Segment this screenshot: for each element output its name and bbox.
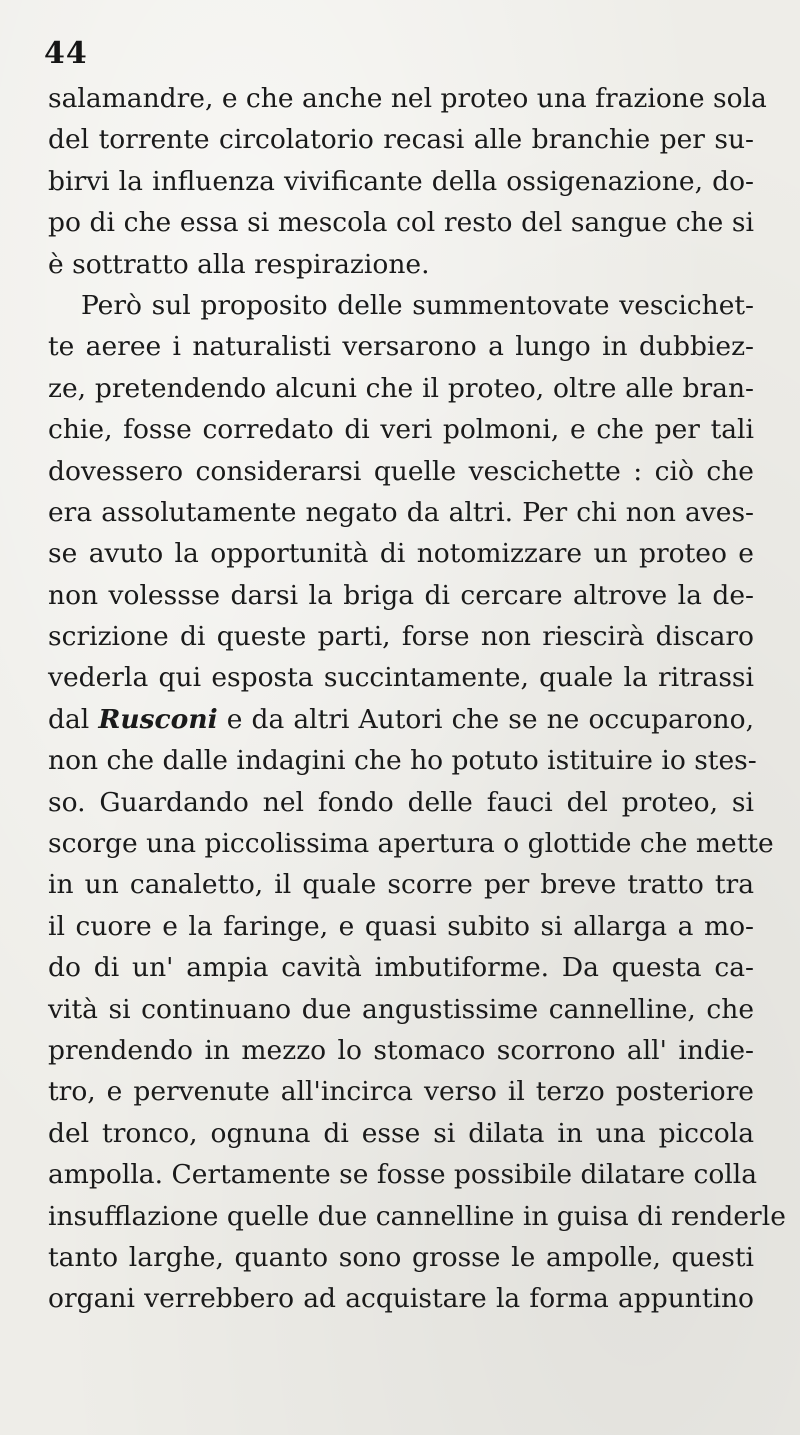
paragraph-start-line: Però sul proposito delle summentovate vescichet-	[81, 289, 754, 321]
text-line: chie, fosse corredato di veri polmoni, e che per tali	[48, 414, 754, 446]
text-line: insufflazione quelle due cannelline in guisa di renderle	[48, 1200, 786, 1232]
text-line: non che dalle indagini che ho potuto istituire io stes-	[48, 745, 757, 777]
text-line: non volessse darsi la briga di cercare altrove la de-	[48, 579, 754, 611]
text-line: ampolla. Certamente se fosse possibile dilatare colla	[48, 1159, 758, 1191]
text-line: dovessero considerarsi quelle vescichette : ciò che	[48, 455, 754, 487]
text-line: vità si continuano due angustissime cannelline, che	[48, 993, 754, 1025]
text-fragment: dal	[48, 703, 99, 735]
text-line: è sottratto alla respirazione.	[48, 248, 430, 280]
text-line: tro, e pervenute all'incirca verso il terzo posteriore	[48, 1076, 754, 1108]
text-line: tanto larghe, quanto sono grosse le ampolle, questi	[48, 1241, 754, 1273]
page-number: 44	[44, 36, 88, 71]
text-line: salamandre, e che anche nel proteo una frazione sola	[48, 83, 767, 114]
text-line: po di che essa si mescola col resto del sangue che si	[48, 207, 754, 239]
text-line: organi verrebbero ad acquistare la forma appuntino	[48, 1283, 754, 1315]
text-line: in un canaletto, il quale scorre per breve tratto tra	[48, 869, 754, 901]
text-line: scrizione di queste parti, forse non riescirà discaro	[48, 621, 754, 653]
text-line: ze, pretendendo alcuni che il proteo, oltre alle bran-	[48, 372, 754, 404]
text-line: do di un' ampia cavità imbutiforme. Da questa ca-	[48, 952, 754, 984]
text-line: se avuto la opportunità di notomizzare un proteo e	[48, 538, 754, 570]
author-name-italic: Rusconi	[98, 703, 218, 735]
text-line-with-author	[48, 699, 754, 740]
text-line: scorge una piccolissima apertura o glottide che mette	[48, 828, 774, 860]
text-line: prendendo in mezzo lo stomaco scorrono all' indie-	[48, 1034, 754, 1066]
text-line: so. Guardando nel fondo delle fauci del proteo, si	[48, 786, 754, 818]
text-line: del tronco, ognuna di esse si dilata in una piccola	[48, 1117, 754, 1149]
text-line: vederla qui esposta succintamente, quale la ritrassi	[48, 662, 754, 694]
text-line: era assolutamente negato da altri. Per chi non aves-	[48, 496, 754, 528]
text-line: il cuore e la faringe, e quasi subito si allarga a mo-	[48, 910, 754, 942]
text-fragment: e da altri Autori che se ne occuparono,	[217, 703, 754, 735]
text-line: del torrente circolatorio recasi alle branchie per su-	[48, 124, 754, 156]
text-line: te aeree i naturalisti versarono a lungo in dubbiez-	[48, 331, 754, 363]
body-text	[48, 78, 786, 1320]
text-line: birvi la influenza vivificante della ossigenazione, do-	[48, 165, 754, 197]
